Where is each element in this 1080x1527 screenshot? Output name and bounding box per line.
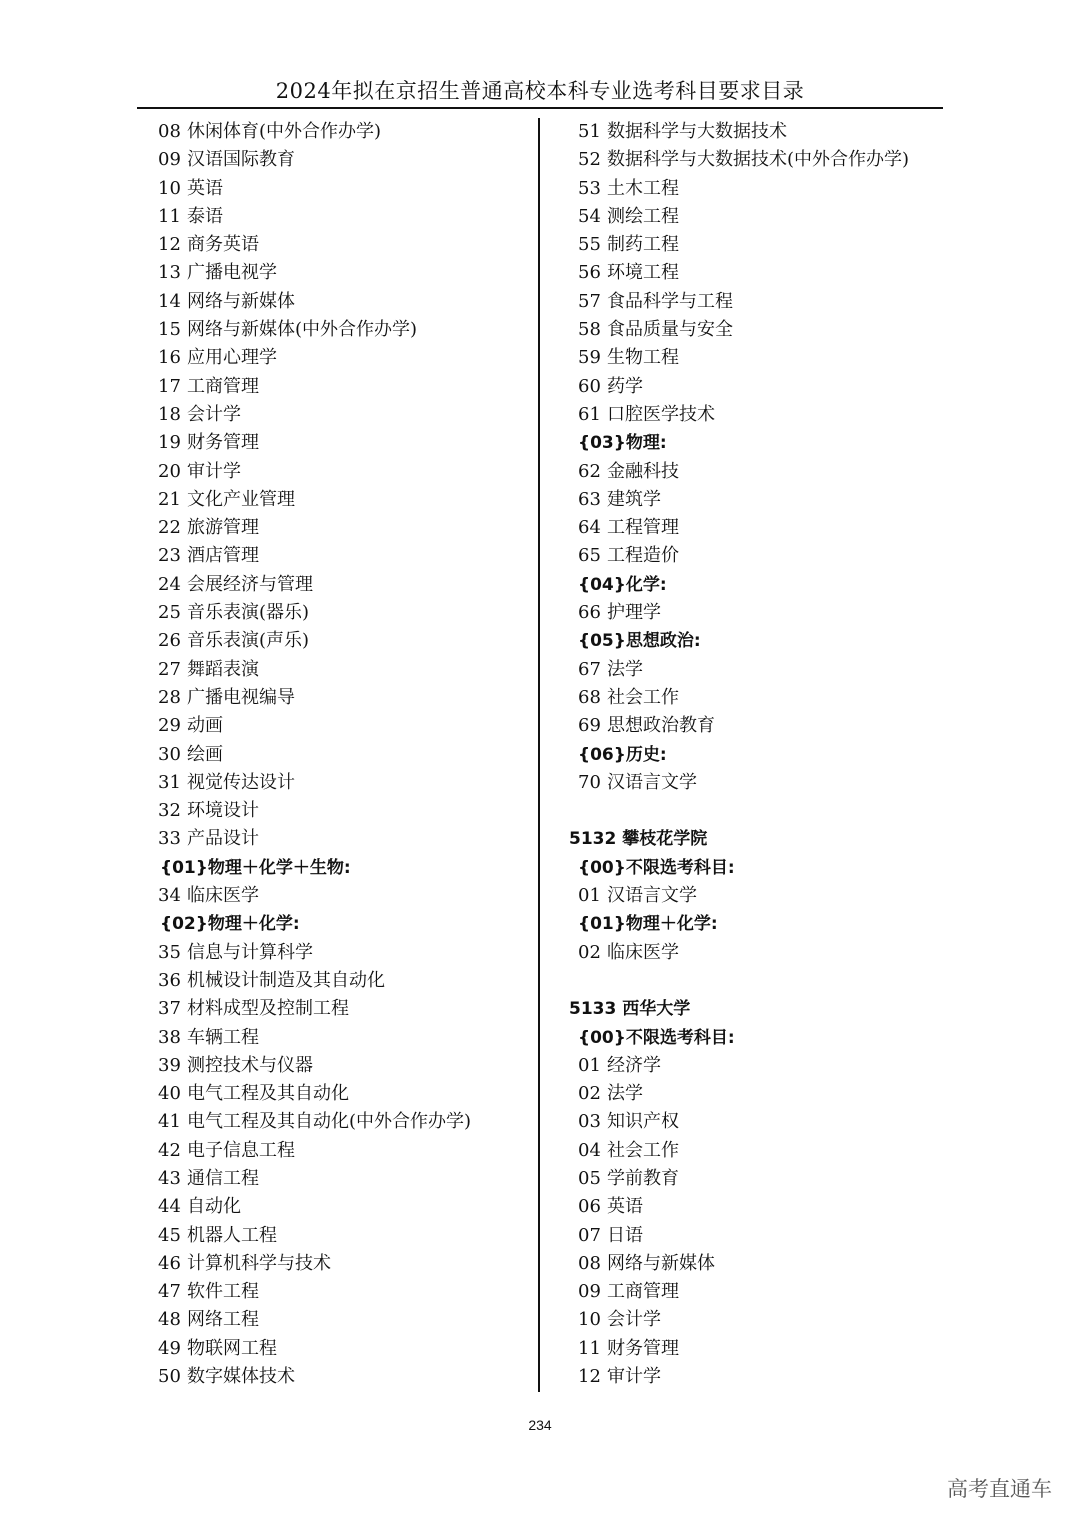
major-name: 商务英语 xyxy=(187,234,259,256)
watermark: 高考直通车 xyxy=(947,1477,1052,1501)
subject-requirement-heading: {06}历史: xyxy=(578,744,667,765)
major-name: 社会工作 xyxy=(607,686,679,708)
major-name: 机器人工程 xyxy=(187,1224,277,1246)
major-name: 日语 xyxy=(607,1224,643,1246)
major-item xyxy=(569,203,969,231)
blank-spacer xyxy=(569,967,969,995)
major-name: 知识产权 xyxy=(607,1111,679,1133)
major-code: 04 xyxy=(578,1139,601,1161)
major-name: 绘画 xyxy=(187,743,223,765)
major-item xyxy=(569,514,969,542)
major-code: 18 xyxy=(158,403,181,425)
subject-requirement-heading: {00}不限选考科目: xyxy=(578,857,735,878)
major-item xyxy=(158,373,528,401)
major-name: 视觉传达设计 xyxy=(187,771,295,793)
major-item xyxy=(158,712,528,740)
major-code: 53 xyxy=(578,177,601,199)
major-name: 音乐表演(声乐) xyxy=(187,630,310,652)
school-heading: 5132 攀枝花学院 xyxy=(569,829,708,850)
major-item xyxy=(158,571,528,599)
major-name: 汉语言文学 xyxy=(607,885,697,907)
major-item xyxy=(569,1306,969,1334)
major-name: 环境设计 xyxy=(187,800,259,822)
major-code: 10 xyxy=(158,177,181,199)
major-code: 64 xyxy=(578,517,601,539)
major-name: 环境工程 xyxy=(607,262,679,284)
major-name: 音乐表演(器乐) xyxy=(187,602,310,624)
title-rule xyxy=(137,107,943,109)
major-item xyxy=(569,1052,969,1080)
major-code: 47 xyxy=(158,1281,181,1303)
major-item xyxy=(569,599,969,627)
major-name: 临床医学 xyxy=(187,885,259,907)
major-name: 物联网工程 xyxy=(187,1337,277,1359)
major-name: 会展经济与管理 xyxy=(187,573,313,595)
major-code: 50 xyxy=(158,1366,181,1388)
subject-requirement-heading: {01}物理＋化学: xyxy=(578,914,718,935)
major-name: 临床医学 xyxy=(607,941,679,963)
major-code: 08 xyxy=(158,121,181,142)
major-name: 经济学 xyxy=(607,1054,661,1076)
blank-spacer xyxy=(569,797,969,825)
major-name: 旅游管理 xyxy=(187,517,259,539)
major-code: 08 xyxy=(578,1252,601,1274)
major-code: 38 xyxy=(158,1026,181,1048)
major-name: 机械设计制造及其自动化 xyxy=(187,969,385,991)
major-code: 36 xyxy=(158,969,181,991)
major-name: 食品质量与安全 xyxy=(607,319,733,341)
major-name: 财务管理 xyxy=(607,1337,679,1359)
major-name: 药学 xyxy=(607,375,643,397)
major-code: 02 xyxy=(578,941,601,963)
major-code: 55 xyxy=(578,234,601,256)
right-column xyxy=(569,118,969,1391)
major-item xyxy=(158,401,528,429)
major-name: 社会工作 xyxy=(607,1139,679,1161)
major-name: 工商管理 xyxy=(187,375,259,397)
major-item xyxy=(569,401,969,429)
major-name: 软件工程 xyxy=(187,1281,259,1303)
major-code: 60 xyxy=(578,375,601,397)
major-item xyxy=(158,1250,528,1278)
major-name: 工程造价 xyxy=(607,545,679,567)
major-code: 59 xyxy=(578,347,601,369)
page-number: 234 xyxy=(528,1417,552,1433)
major-name: 口腔医学技术 xyxy=(607,403,715,425)
major-code: 48 xyxy=(158,1309,181,1331)
column-divider xyxy=(538,118,540,1392)
major-name: 舞蹈表演 xyxy=(187,658,259,680)
major-item xyxy=(158,288,528,316)
major-code: 13 xyxy=(158,262,181,284)
major-item xyxy=(569,373,969,401)
major-item xyxy=(158,542,528,570)
major-name: 土木工程 xyxy=(607,177,679,199)
major-code: 39 xyxy=(158,1054,181,1076)
major-name: 学前教育 xyxy=(607,1167,679,1189)
major-code: 26 xyxy=(158,630,181,652)
school-heading: 5133 西华大学 xyxy=(569,999,691,1020)
major-name: 会计学 xyxy=(607,1309,661,1331)
major-item xyxy=(569,882,969,910)
major-item xyxy=(158,118,528,146)
major-name: 制药工程 xyxy=(607,234,679,256)
major-name: 网络工程 xyxy=(187,1309,259,1331)
major-code: 20 xyxy=(158,460,181,482)
major-item xyxy=(569,486,969,514)
major-name: 工商管理 xyxy=(607,1281,679,1303)
major-name: 法学 xyxy=(607,1083,643,1105)
major-item xyxy=(569,118,969,146)
major-item xyxy=(158,599,528,627)
major-code: 45 xyxy=(158,1224,181,1246)
major-code: 69 xyxy=(578,715,601,737)
major-code: 09 xyxy=(158,149,181,171)
major-code: 32 xyxy=(158,800,181,822)
major-code: 12 xyxy=(578,1366,601,1388)
major-code: 34 xyxy=(158,885,181,907)
major-code: 54 xyxy=(578,205,601,227)
major-code: 01 xyxy=(578,1054,601,1076)
major-item xyxy=(158,344,528,372)
major-name: 电子信息工程 xyxy=(187,1139,295,1161)
major-code: 25 xyxy=(158,602,181,624)
major-item xyxy=(158,939,528,967)
major-item xyxy=(158,175,528,203)
major-name: 产品设计 xyxy=(187,828,259,850)
major-code: 41 xyxy=(158,1111,181,1133)
major-item xyxy=(569,344,969,372)
major-item xyxy=(569,259,969,287)
major-name: 审计学 xyxy=(187,460,241,482)
major-code: 62 xyxy=(578,460,601,482)
major-name: 网络与新媒体 xyxy=(187,290,295,312)
major-code: 63 xyxy=(578,488,601,510)
major-code: 61 xyxy=(578,403,601,425)
major-name: 休闲体育(中外合作办学) xyxy=(187,121,382,142)
major-item xyxy=(158,1137,528,1165)
major-name: 数字媒体技术 xyxy=(187,1366,295,1388)
major-name: 网络与新媒体 xyxy=(607,1252,715,1274)
major-code: 58 xyxy=(578,319,601,341)
major-code: 68 xyxy=(578,686,601,708)
subject-requirement-heading: {01}物理＋化学＋生物: xyxy=(160,857,351,878)
major-item xyxy=(158,259,528,287)
major-name: 工程管理 xyxy=(607,517,679,539)
major-item xyxy=(158,769,528,797)
major-code: 10 xyxy=(578,1309,601,1331)
major-name: 测控技术与仪器 xyxy=(187,1054,313,1076)
major-name: 审计学 xyxy=(607,1366,661,1388)
major-item xyxy=(158,1080,528,1108)
major-item xyxy=(569,712,969,740)
major-name: 应用心理学 xyxy=(187,347,277,369)
major-name: 英语 xyxy=(607,1196,643,1218)
subject-requirement-heading: {02}物理＋化学: xyxy=(160,914,300,935)
major-item xyxy=(158,203,528,231)
major-item xyxy=(158,967,528,995)
major-name: 汉语言文学 xyxy=(607,771,697,793)
major-code: 65 xyxy=(578,545,601,567)
major-code: 09 xyxy=(578,1281,601,1303)
major-code: 51 xyxy=(578,121,601,142)
major-code: 27 xyxy=(158,658,181,680)
major-item xyxy=(158,995,528,1023)
major-code: 67 xyxy=(578,658,601,680)
major-name: 英语 xyxy=(187,177,223,199)
major-name: 法学 xyxy=(607,658,643,680)
major-item xyxy=(158,684,528,712)
major-item xyxy=(569,1335,969,1363)
major-item xyxy=(158,1222,528,1250)
major-item xyxy=(569,1137,969,1165)
major-code: 14 xyxy=(158,290,181,312)
major-item xyxy=(158,825,528,853)
major-item xyxy=(158,429,528,457)
major-item xyxy=(569,1222,969,1250)
major-item xyxy=(158,231,528,259)
major-code: 22 xyxy=(158,517,181,539)
major-name: 广播电视编导 xyxy=(187,686,295,708)
major-code: 24 xyxy=(158,573,181,595)
major-code: 12 xyxy=(158,234,181,256)
major-name: 思想政治教育 xyxy=(607,715,715,737)
major-code: 17 xyxy=(158,375,181,397)
major-name: 车辆工程 xyxy=(187,1026,259,1048)
subject-requirement-heading: {05}思想政治: xyxy=(578,631,701,652)
major-item xyxy=(569,1193,969,1221)
major-name: 建筑学 xyxy=(607,488,661,510)
major-name: 广播电视学 xyxy=(187,262,277,284)
major-code: 15 xyxy=(158,319,181,341)
left-column xyxy=(158,118,528,1391)
major-name: 食品科学与工程 xyxy=(607,290,733,312)
major-name: 金融科技 xyxy=(607,460,679,482)
major-code: 28 xyxy=(158,686,181,708)
major-item xyxy=(569,458,969,486)
major-name: 文化产业管理 xyxy=(187,488,295,510)
major-name: 电气工程及其自动化(中外合作办学) xyxy=(187,1111,472,1133)
major-item xyxy=(158,514,528,542)
major-name: 自动化 xyxy=(187,1196,241,1218)
major-name: 电气工程及其自动化 xyxy=(187,1083,349,1105)
major-code: 46 xyxy=(158,1252,181,1274)
major-code: 01 xyxy=(578,885,601,907)
major-item xyxy=(158,797,528,825)
major-item xyxy=(158,1306,528,1334)
major-item xyxy=(158,1052,528,1080)
major-item xyxy=(158,1165,528,1193)
major-code: 57 xyxy=(578,290,601,312)
major-item xyxy=(569,1278,969,1306)
major-item xyxy=(158,627,528,655)
major-name: 计算机科学与技术 xyxy=(187,1252,331,1274)
major-item xyxy=(158,656,528,684)
major-name: 数据科学与大数据技术(中外合作办学) xyxy=(607,149,910,171)
major-code: 43 xyxy=(158,1167,181,1189)
major-item xyxy=(569,1250,969,1278)
major-code: 37 xyxy=(158,998,181,1020)
major-name: 汉语国际教育 xyxy=(187,149,295,171)
major-name: 会计学 xyxy=(187,403,241,425)
major-code: 49 xyxy=(158,1337,181,1359)
major-item xyxy=(158,1278,528,1306)
major-code: 06 xyxy=(578,1196,601,1218)
major-name: 生物工程 xyxy=(607,347,679,369)
major-code: 33 xyxy=(158,828,181,850)
page-title: 2024年拟在京招生普通高校本科专业选考科目要求目录 xyxy=(275,79,805,103)
major-name: 通信工程 xyxy=(187,1167,259,1189)
major-item xyxy=(569,684,969,712)
major-item xyxy=(569,1363,969,1391)
major-code: 56 xyxy=(578,262,601,284)
major-code: 11 xyxy=(158,205,181,227)
major-name: 材料成型及控制工程 xyxy=(187,998,349,1020)
major-item xyxy=(158,1108,528,1136)
major-item xyxy=(569,542,969,570)
major-code: 05 xyxy=(578,1167,601,1189)
major-name: 护理学 xyxy=(607,602,661,624)
major-item xyxy=(569,231,969,259)
major-code: 02 xyxy=(578,1083,601,1105)
major-item xyxy=(158,741,528,769)
major-name: 动画 xyxy=(187,715,223,737)
major-item xyxy=(569,175,969,203)
major-code: 35 xyxy=(158,941,181,963)
major-code: 42 xyxy=(158,1139,181,1161)
major-item xyxy=(569,1108,969,1136)
major-item xyxy=(158,458,528,486)
major-item xyxy=(158,316,528,344)
major-item xyxy=(158,146,528,174)
major-code: 52 xyxy=(578,149,601,171)
major-item xyxy=(569,1080,969,1108)
major-name: 网络与新媒体(中外合作办学) xyxy=(187,319,418,341)
major-item xyxy=(569,316,969,344)
major-item xyxy=(158,1024,528,1052)
major-code: 30 xyxy=(158,743,181,765)
major-item xyxy=(569,939,969,967)
subject-requirement-heading: {04}化学: xyxy=(578,574,667,595)
major-name: 数据科学与大数据技术 xyxy=(607,121,787,142)
major-item xyxy=(569,1165,969,1193)
major-code: 29 xyxy=(158,715,181,737)
major-code: 40 xyxy=(158,1083,181,1105)
major-item xyxy=(569,288,969,316)
major-item xyxy=(158,1193,528,1221)
major-item xyxy=(569,769,969,797)
major-item xyxy=(569,656,969,684)
major-code: 44 xyxy=(158,1196,181,1218)
major-code: 16 xyxy=(158,347,181,369)
major-name: 财务管理 xyxy=(187,432,259,454)
major-code: 11 xyxy=(578,1337,601,1359)
major-item xyxy=(569,146,969,174)
major-name: 泰语 xyxy=(187,205,223,227)
subject-requirement-heading: {03}物理: xyxy=(578,433,667,454)
major-code: 70 xyxy=(578,771,601,793)
major-code: 31 xyxy=(158,771,181,793)
major-code: 19 xyxy=(158,432,181,454)
major-code: 07 xyxy=(578,1224,601,1246)
major-item xyxy=(158,1335,528,1363)
subject-requirement-heading: {00}不限选考科目: xyxy=(578,1027,735,1048)
major-code: 21 xyxy=(158,488,181,510)
major-name: 信息与计算科学 xyxy=(187,941,313,963)
major-code: 23 xyxy=(158,545,181,567)
major-name: 测绘工程 xyxy=(607,205,679,227)
major-item xyxy=(158,1363,528,1391)
major-name: 酒店管理 xyxy=(187,545,259,567)
major-code: 66 xyxy=(578,602,601,624)
major-code: 03 xyxy=(578,1111,601,1133)
major-item xyxy=(158,486,528,514)
major-item xyxy=(158,882,528,910)
